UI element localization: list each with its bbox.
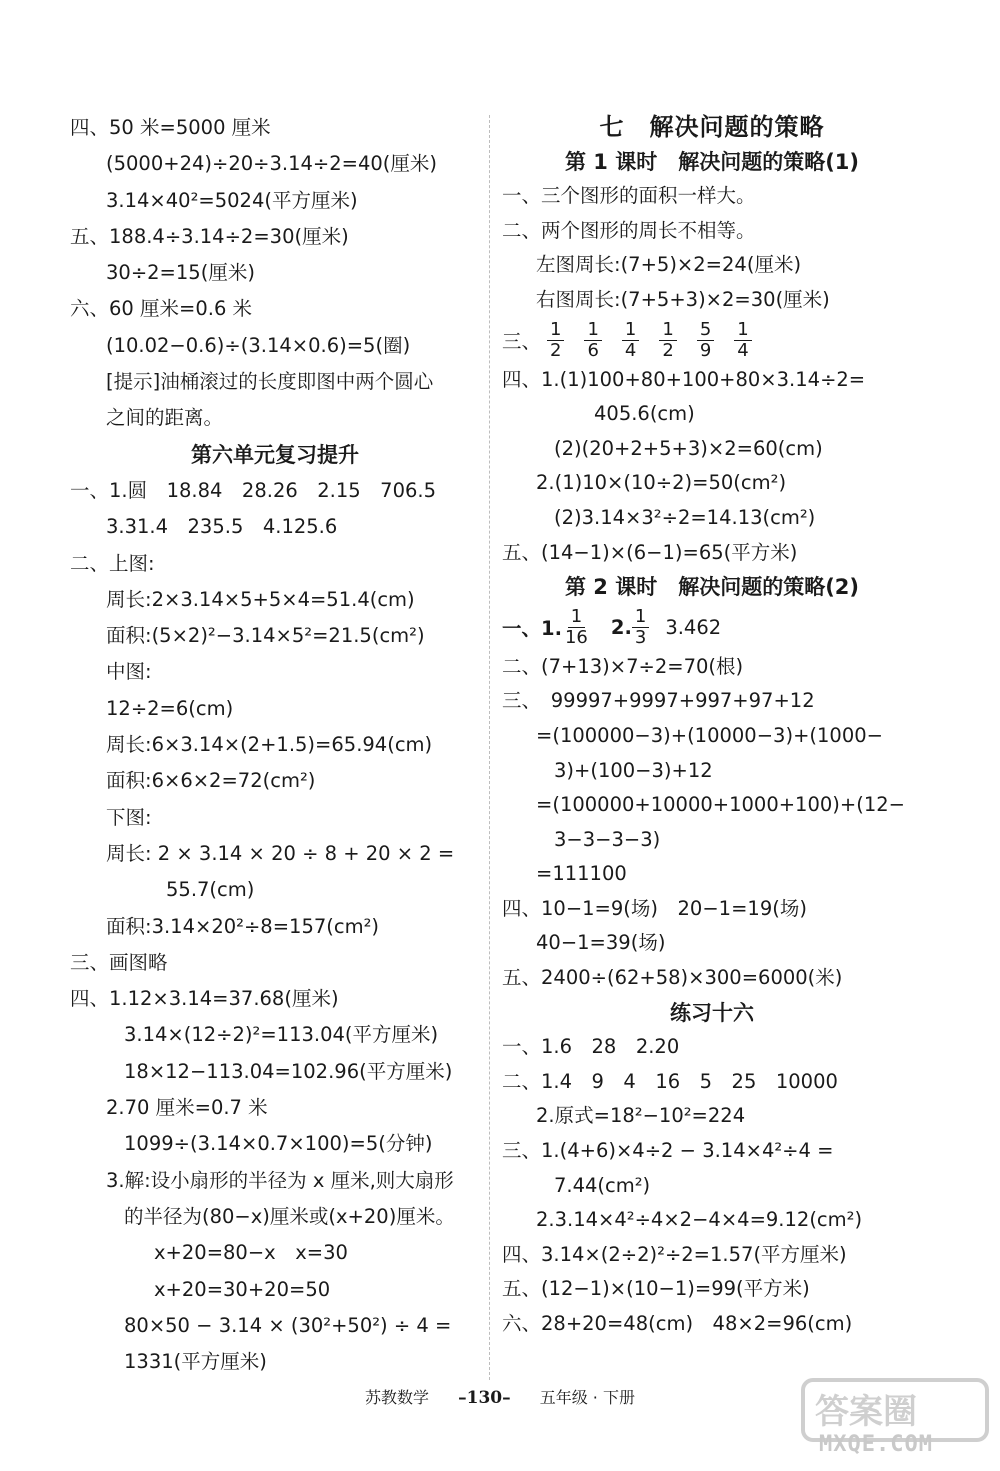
answer-line-fractions bbox=[502, 605, 922, 650]
answer-line: 中图: bbox=[106, 660, 152, 684]
answer-line: 3−3−3−3) bbox=[554, 827, 661, 851]
answer-line: 18×12−113.04=102.96(平方厘米) bbox=[124, 1059, 453, 1083]
section-heading: 七 解决问题的策略 bbox=[599, 113, 825, 141]
answer-line: 三、 99997+9997+997+97+12 bbox=[502, 689, 815, 713]
column-divider bbox=[489, 115, 490, 1380]
fraction-numerator: 5 bbox=[697, 320, 714, 341]
answer-line: 3.14×40²=5024(平方厘米) bbox=[106, 188, 358, 212]
fraction-numerator: 1 bbox=[734, 320, 751, 341]
answer-line: 三、画图略 bbox=[70, 950, 168, 974]
answer-line: 之间的距离。 bbox=[106, 406, 224, 430]
right-column bbox=[502, 110, 922, 1342]
answer-line: 一、1.圆 18.84 28.26 2.15 706.5 bbox=[70, 478, 436, 502]
answer-line: 六、28+20=48(cm) 48×2=96(cm) bbox=[502, 1312, 853, 1335]
answer-line: 五、2400÷(62+58)×300=6000(米) bbox=[502, 966, 843, 990]
fraction bbox=[584, 320, 601, 361]
answer-line: 五、188.4÷3.14÷2=30(厘米) bbox=[70, 224, 349, 248]
fraction-denominator: 2 bbox=[550, 339, 562, 361]
fraction-numerator: 1 bbox=[659, 320, 676, 341]
section-heading: 第六单元复习提升 bbox=[191, 442, 359, 467]
page-number: –130– bbox=[458, 1388, 511, 1408]
answer-line: [提示]油桶滚过的长度即图中两个圆心 bbox=[106, 370, 434, 394]
fraction-denominator: 9 bbox=[699, 339, 712, 361]
answer-label: 2. bbox=[610, 615, 632, 639]
answer-line: 面积:3.14×20²÷8=157(cm²) bbox=[106, 914, 380, 938]
answer-line: 3)+(100−3)+12 bbox=[554, 758, 713, 782]
answer-line-fractions bbox=[502, 318, 922, 363]
answer-line: 下图: bbox=[106, 805, 152, 829]
answer-line: x+20=80−x x=30 bbox=[154, 1241, 348, 1265]
answer-line: 左图周长:(7+5)×2=24(厘米) bbox=[536, 253, 802, 277]
fraction-numerator: 1 bbox=[547, 320, 564, 341]
answer-line: 2.70 厘米=0.7 米 bbox=[106, 1096, 268, 1120]
answer-label: 一、1. bbox=[502, 617, 562, 641]
fraction-denominator: 4 bbox=[737, 339, 749, 361]
answer-line: 面积:(5×2)²−3.14×5²=21.5(cm²) bbox=[106, 624, 425, 648]
answer-line: 二、上图: bbox=[70, 551, 155, 575]
answer-line: 五、(14−1)×(6−1)=65(平方米) bbox=[502, 540, 798, 564]
answer-line: 55.7(cm) bbox=[166, 878, 255, 902]
answer-line: 30÷2=15(厘米) bbox=[106, 261, 255, 285]
fraction-numerator: 1 bbox=[568, 607, 585, 628]
section-heading: 第 1 课时 解决问题的策略(1) bbox=[564, 149, 860, 174]
watermark-site: MXQE.COM bbox=[819, 1432, 933, 1457]
footer-subject: 苏教数学 bbox=[365, 1388, 430, 1407]
answer-line: 一、三个图形的面积一样大。 bbox=[502, 184, 756, 208]
left-column bbox=[70, 110, 480, 1380]
section-heading: 第 2 课时 解决问题的策略(2) bbox=[564, 575, 860, 600]
fraction-numerator: 1 bbox=[584, 320, 601, 341]
answer-line: (5000+24)÷20÷3.14÷2=40(厘米) bbox=[106, 152, 438, 176]
answer-line: 1331(平方厘米) bbox=[124, 1350, 267, 1374]
answer-line: 2.(1)10×(10÷2)=50(cm²) bbox=[536, 471, 787, 495]
fraction bbox=[622, 320, 639, 361]
answer-line: (2)(20+2+5+3)×2=60(cm) bbox=[554, 436, 823, 460]
answer-line: 四、10−1=9(场) 20−1=19(场) bbox=[502, 896, 807, 920]
answer-line: 二、(7+13)×7÷2=70(根) bbox=[502, 654, 744, 678]
answer-line: 2.3.14×4²÷4×2−4×4=9.12(cm²) bbox=[536, 1208, 863, 1232]
fraction-denominator: 2 bbox=[662, 339, 674, 361]
fraction bbox=[562, 607, 591, 648]
answer-line: 周长:6×3.14×(2+1.5)=65.94(cm) bbox=[106, 733, 433, 757]
answer-line: x+20=30+20=50 bbox=[154, 1277, 331, 1301]
answer-line: 3.解:设小扇形的半径为 x 厘米,则大扇形 bbox=[106, 1168, 454, 1192]
answer-line: 2.原式=18²−10²=224 bbox=[536, 1104, 746, 1128]
answer-line: 的半径为(80−x)厘米或(x+20)厘米。 bbox=[124, 1204, 455, 1228]
answer-line: 四、1.(1)100+80+100+80×3.14÷2= bbox=[502, 367, 866, 391]
answer-line: 周长:2×3.14×5+5×4=51.4(cm) bbox=[106, 587, 415, 611]
answer-text: 3.462 bbox=[665, 615, 722, 639]
fraction bbox=[659, 320, 676, 361]
answer-line: 3.14×(12÷2)²=113.04(平方厘米) bbox=[124, 1023, 439, 1047]
answer-line: 3.31.4 235.5 4.125.6 bbox=[106, 515, 338, 539]
fraction-denominator: 6 bbox=[587, 339, 599, 361]
section-heading: 练习十六 bbox=[670, 1000, 754, 1025]
fraction bbox=[697, 320, 714, 361]
footer-grade: 五年级 · 下册 bbox=[539, 1388, 635, 1407]
answer-line: (2)3.14×3²÷2=14.13(cm²) bbox=[554, 505, 816, 529]
answer-label: 三、 bbox=[502, 330, 542, 354]
answer-line: 一、1.6 28 2.20 bbox=[502, 1035, 680, 1059]
answer-line: =111100 bbox=[536, 862, 627, 886]
answer-line: 二、1.4 9 4 16 5 25 10000 bbox=[502, 1069, 838, 1093]
answer-line: =(100000−3)+(10000−3)+(1000− bbox=[536, 723, 883, 747]
answer-line: 7.44(cm²) bbox=[554, 1173, 651, 1197]
answer-line: 1099÷(3.14×0.7×100)=5(分钟) bbox=[124, 1132, 433, 1156]
answer-line: 405.6(cm) bbox=[594, 402, 695, 426]
answer-line: 四、1.12×3.14=37.68(厘米) bbox=[70, 987, 339, 1011]
watermark-logo bbox=[801, 1378, 986, 1468]
answer-line: 右图周长:(7+5+3)×2=30(厘米) bbox=[536, 287, 830, 311]
answer-line: 三、1.(4+6)×4÷2 − 3.14×4²÷4 = bbox=[502, 1139, 834, 1163]
fraction-denominator: 3 bbox=[634, 626, 647, 648]
answer-line: 四、50 米=5000 厘米 bbox=[70, 116, 271, 139]
fraction bbox=[547, 320, 564, 361]
answer-line: 二、两个图形的周长不相等。 bbox=[502, 218, 756, 242]
answer-line: 六、60 厘米=0.6 米 bbox=[70, 297, 253, 321]
answer-line: 五、(12−1)×(10−1)=99(平方米) bbox=[502, 1277, 810, 1301]
answer-line: 80×50 − 3.14 × (30²+50²) ÷ 4 = bbox=[124, 1313, 452, 1337]
fraction bbox=[632, 607, 649, 648]
fraction-denominator: 4 bbox=[624, 339, 637, 361]
answer-line: 四、3.14×(2÷2)²÷2=1.57(平方厘米) bbox=[502, 1242, 847, 1266]
fraction-numerator: 1 bbox=[632, 607, 649, 628]
answer-line: 周长: 2 × 3.14 × 20 ÷ 8 + 20 × 2 = bbox=[106, 841, 455, 865]
answer-line: 面积:6×6×2=72(cm²) bbox=[106, 769, 316, 793]
fraction-denominator: 16 bbox=[564, 626, 588, 648]
fraction bbox=[734, 320, 751, 361]
answer-line: (10.02−0.6)÷(3.14×0.6)=5(圈) bbox=[106, 333, 411, 357]
fraction-numerator: 1 bbox=[622, 320, 639, 341]
answer-line: 40−1=39(场) bbox=[536, 931, 666, 955]
answer-line: 12÷2=6(cm) bbox=[106, 696, 234, 720]
answer-line: =(100000+10000+1000+100)+(12− bbox=[536, 793, 905, 817]
watermark-mark: 答案圈 bbox=[815, 1392, 917, 1432]
